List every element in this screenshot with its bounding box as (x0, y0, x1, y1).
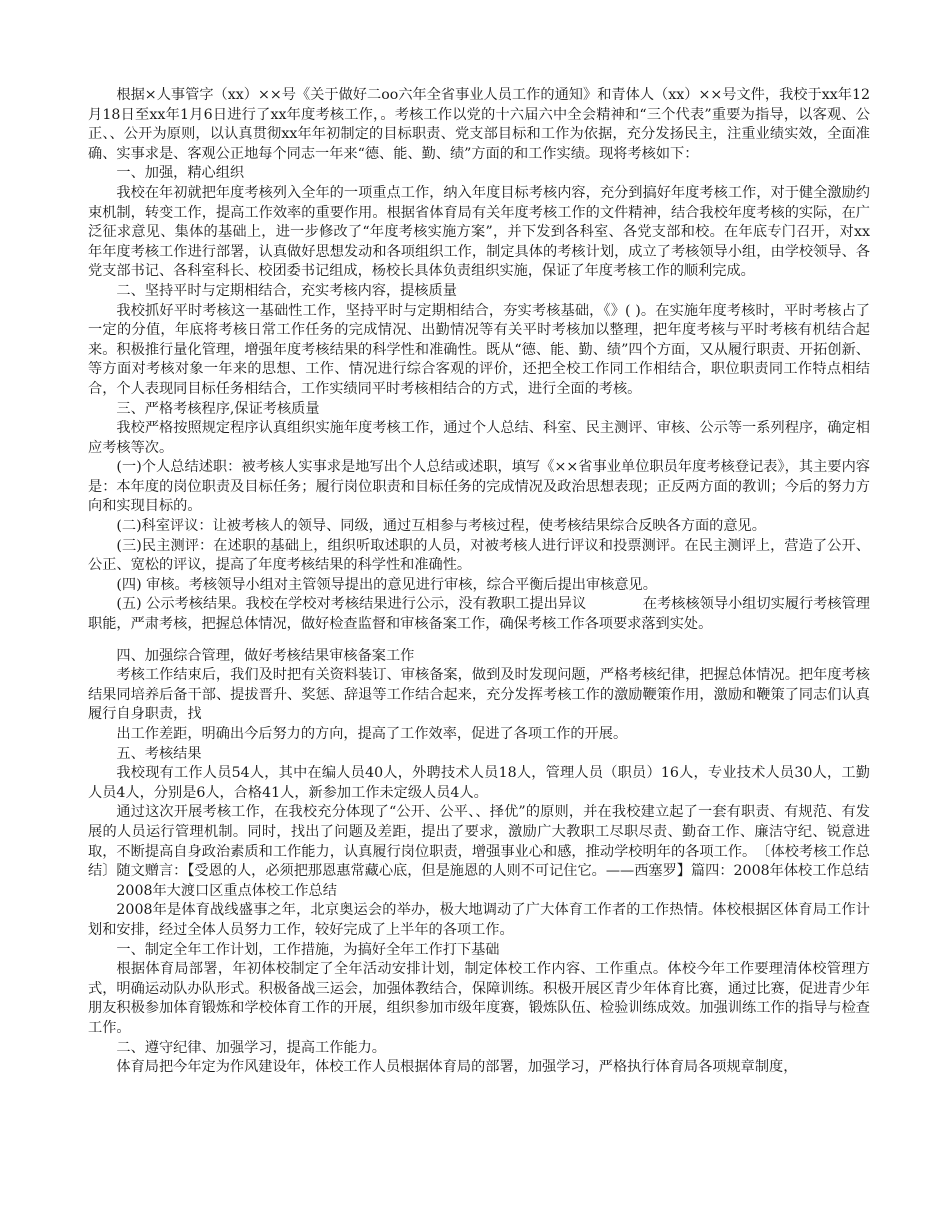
section-heading-2: 二、坚持平时与定期相结合，充实考核内容，提核质量 (116, 282, 457, 299)
document-body (88, 86, 870, 1078)
list-item: (五) 公示考核结果。我校在学校对考核结果进行公示，没有教职工提出异议 在考核核领导小组切实履行考核管理职能，严肃考核，把握总体情况，做好检查监督和审核备案工作，确保考核工作各项要求落到实处。 (88, 596, 870, 633)
paragraph: 通过这次开展考核工作，在我校充分体现了“公开、公平、、择优”的原则，并在我校建立起了一套有职责、有规范、有发展的人员运行管理机制。同时，找出了问题及差距，提出了要求，激励广大教职工尽职尽责、勤奋工作、廉洁守纪、锐意进取，不断提高自身政治素质和工作能力，认真履行岗位职责，增强事业心和感，推动学校明年的各项工作。 〔体校考核工作总结〕随文赠言：【受恩的人，必须把那恩惠常藏心底，但是施恩的人则不可记住它。——西塞罗】篇四：2008年体校工作总结 (88, 804, 870, 880)
paragraph: 我校在年初就把年度考核列入全年的一项重点工作，纳入年度目标考核内容，充分到搞好年度考核工作，对于健全激励约束机制，转变工作，提高工作效率的重要作用。根据省体育局有关年度考核工作的文件精神，结合我校年度考核的实际，在广泛征求意见、集体的基础上，进一步修改了“年度考核实施方案”，并下发到各科室、各党支部和校。在年底专门召开，对xx年年度考核工作进行部署，认真做好思想发动和各项组织工作，制定具体的考核计划，成立了考核领导小组，由学校领导、各党支部书记、各科室科长、校团委书记组成，杨校长具体负责组织实施，保证了年度考核工作的顺利完成。 (88, 184, 870, 280)
section-heading-1: 一、加强，精心组织 (116, 165, 245, 182)
paragraph: 体育局把今年定为作风建设年，体校工作人员根据体育局的部署，加强学习，严格执行体育局各项规章制度， (116, 1059, 798, 1076)
section-heading-7: 二、遵守纪律、加强学习，提高工作能力。 (116, 1039, 386, 1056)
list-item: (三)民主测评：在述职的基础上，组织听取述职的人员，对被考核人进行评议和投票测评。在民主测评上，营造了公开、公正、宽松的评议，提高了年度考核结果的科学性和准确性。 (88, 537, 870, 574)
document-title-2008: 2008年大渡口区重点体校工作总结 (116, 882, 337, 899)
paragraph: 2008年是体育战线盛事之年，北京奥运会的举办，极大地调动了广大体育工作者的工作热情。体校根据区体育局工作计划和安排，经过全体人员努力工作，较好完成了上半年的各项工作。 (88, 902, 870, 938)
paragraph: 我校现有工作人员54人，其中在编人员40人，外聘技术人员18人，管理人员（职员）16人，专业技术人员30人，工勤人员4人，分别是6人，合格41人，新参加工作未定级人员4人。 (88, 765, 870, 801)
spacer (88, 635, 870, 647)
section-heading-5: 五、考核结果 (116, 745, 202, 762)
paragraph-intro: 根据×人事管字（xx）××号《关于做好二oo六年全省事业人员工作的通知》和青体人（xx）××号文件，我校于xx年12月18日至xx年1月6日进行了xx年度考核工作，。考核工作以党的十六届六中全会精神和“三个代表”重要为指导，以客观、公正、、公开为原则，以认真贯彻xx年年初制定的目标职责、党支部目标和工作为依据，充分发扬民主，注重业绩实效，全面准确、实事求是、客观公正地每个同志一年来“德、能、勤、绩”方面的和工作实绩。现将考核如下： (88, 87, 870, 162)
paragraph: 根据体育局部署，年初体校制定了全年活动安排计划，制定体校工作内容、工作重点。体校今年工作要理清体校管理方式，明确运动队办队形式。积极备战三运会，加强体教结合，保障训练。积极开展区青少年体育比赛，通过比赛，促进青少年朋友积极参加体育锻炼和学校体育工作的开展，组织参加市级年度赛，锻炼队伍、检验训练成效。加强训练工作的指导与检查工作。 (88, 961, 870, 1036)
paragraph: 我校严格按照规定程序认真组织实施年度考核工作，通过个人总结、科室、民主测评、审核、公示等一系列程序，确定相应考核等次。 (88, 420, 870, 456)
paragraph: 出工作差距，明确出今后努力的方向，提高了工作效率，促进了各项工作的开展。 (116, 726, 628, 742)
paragraph: 我校抓好平时考核这一基础性工作，坚持平时与定期相结合，夯实考核基础，《》( )。在实施年度考核时，平时考核占了一定的分值，年底将考核日常工作任务的完成情况、出勤情况等有关平时考核加以整理，把年度考核与平时考核有机结合起来。积极推行量化管理，增强年度考核结果的科学性和准确性。既从“德、能、勤、绩”四个方面，又从履行职责、开拓创新、等方面对考核对象一年来的思想、工作、情况进行综合客观的评价，还把全校工作同工作相结合，职位职责同工作特点相结合，个人表现同目标任务相结合，工作实绩同平时考核相结合的方式，进行全面的考核。 (88, 302, 870, 397)
section-heading-3: 三、严格考核程序,保证考核质量 (116, 400, 320, 417)
section-heading-6: 一、制定全年工作计划，工作措施，为搞好全年工作打下基础 (116, 941, 500, 958)
paragraph: 考核工作结束后，我们及时把有关资料装订、审核备案，做到及时发现问题，严格考核纪律，把握总体情况。把年度考核结果同培养后备干部、提拔晋升、奖惩、辞退等工作结合起来，充分发挥考核工作的激励鞭策作用，激励和鞭策了同志们认真履行自身职责，找 (88, 667, 870, 723)
list-item: (二)科室评议：让被考核人的领导、同级，通过互相参与考核过程，使考核结果综合反映各方面的意见。 (116, 518, 766, 535)
section-heading-4: 四、加强综合管理，做好考核结果审核备案工作 (116, 647, 415, 664)
list-item: (四) 审核。考核领导小组对主管领导提出的意见进行审核，综合平衡后提出审核意见。 (116, 576, 657, 593)
list-item: (一)个人总结述职：被考核人实事求是地写出个人总结或述职，填写《××省事业单位职员年度考核登记表》，其主要内容是：本年度的岗位职责及目标任务；履行岗位职责和目标任务的完成情况及政治思想表现；正反两方面的教训；今后的努力方向和实现目标的。 (88, 459, 870, 515)
